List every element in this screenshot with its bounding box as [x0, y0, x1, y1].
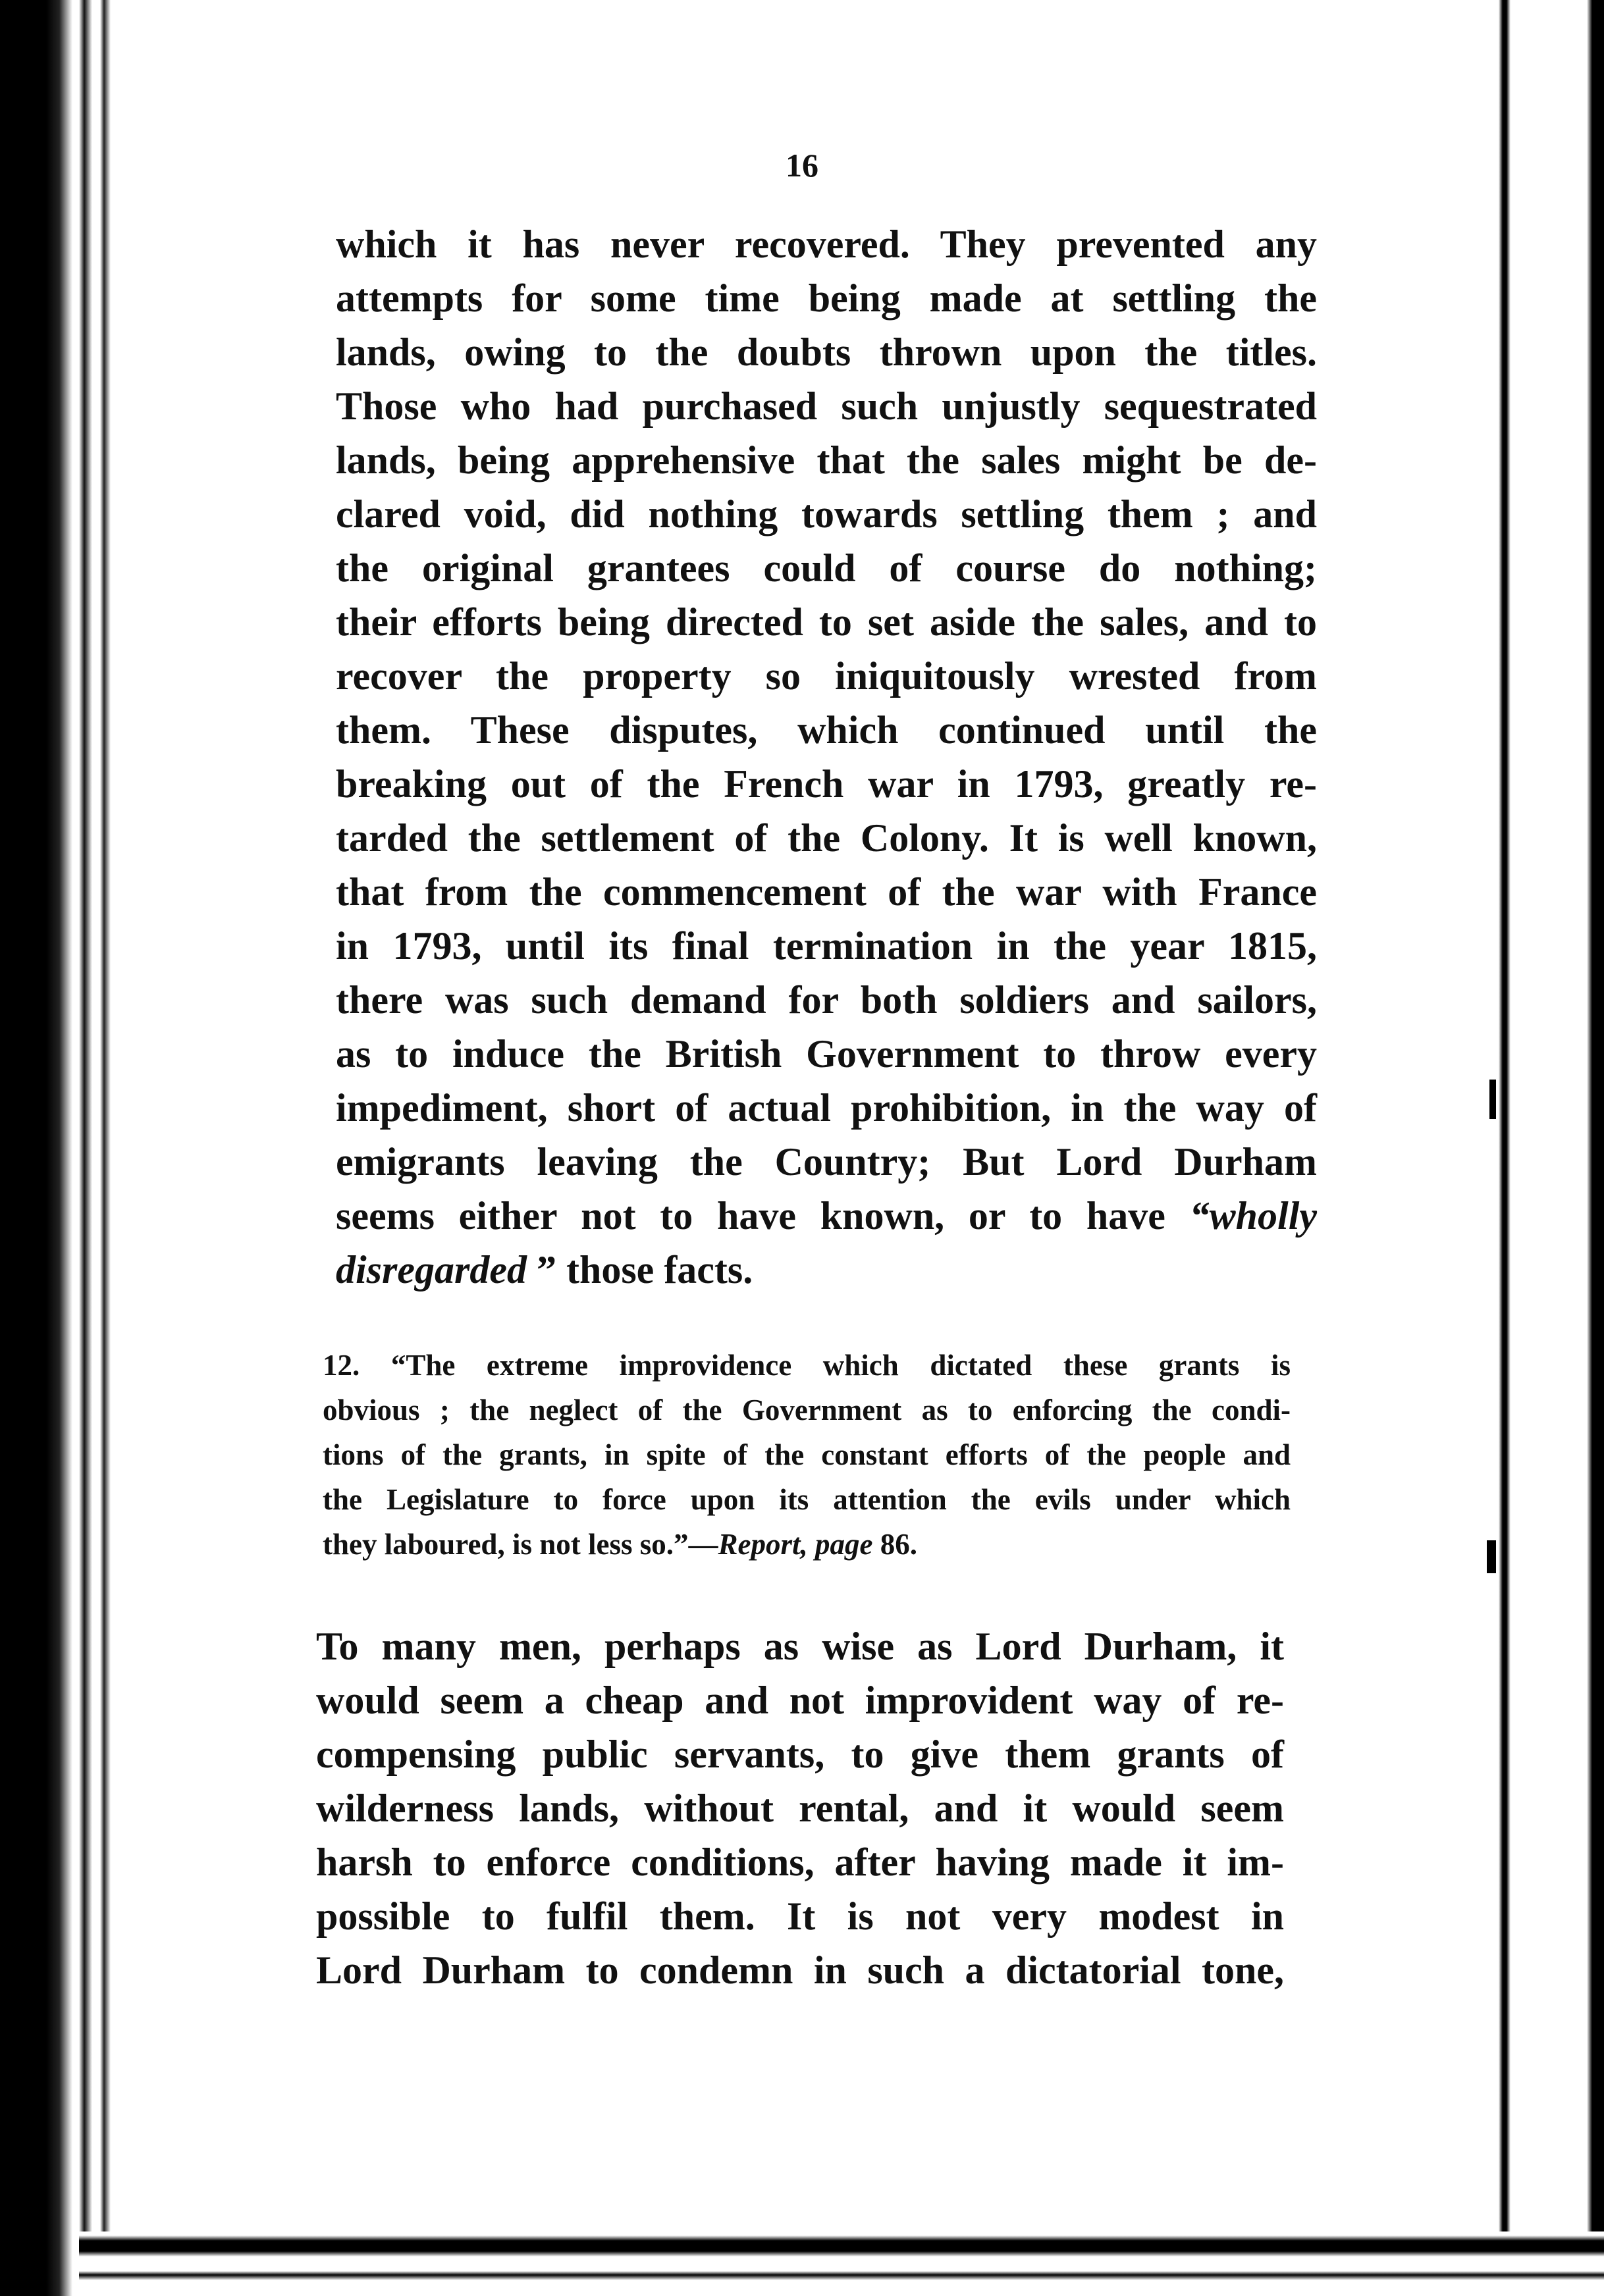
- scan-mark: [1487, 1540, 1496, 1573]
- text-line: emigrants leaving the Country; But Lord Durham: [336, 1140, 1317, 1184]
- text-line: [336, 1189, 1317, 1243]
- text-line: that from the commencement of the war with France: [336, 870, 1317, 914]
- text-line: would seem a cheap and not improvident way of re-: [316, 1679, 1284, 1722]
- quote-line-part: they laboured, is not less so.”—: [323, 1528, 718, 1561]
- scan-bottom-edge: [79, 2231, 1604, 2296]
- text-line: harsh to enforce conditions, after having made it im-: [316, 1840, 1284, 1884]
- quote-line: 12. “The extreme improvidence which dictated these grants is: [323, 1349, 1291, 1382]
- text-line: breaking out of the French war in 1793, greatly re-: [336, 762, 1317, 806]
- scan-left-edge: [0, 0, 119, 2296]
- quote-line: tions of the grants, in spite of the constant efforts of the people and: [323, 1438, 1291, 1471]
- text-line: attempts for some time being made at settling the: [336, 276, 1317, 320]
- text-line: recover the property so iniquitously wrested from: [336, 654, 1317, 698]
- quote-line: the Legislature to force upon its attention the evils under which: [323, 1483, 1291, 1516]
- text-line: them. These disputes, which continued until the: [336, 708, 1317, 752]
- text-line: possible to fulfil them. It is not very modest in: [316, 1894, 1284, 1938]
- quote-line: obvious ; the neglect of the Government as to enforcing the condi-: [323, 1394, 1291, 1426]
- scan-mark: [1489, 1080, 1496, 1119]
- text-line: the original grantees could of course do nothing;: [336, 546, 1317, 590]
- text-line: Those who had purchased such unjustly sequestrated: [336, 384, 1317, 428]
- text-line: To many men, perhaps as wise as Lord Durham, it: [316, 1625, 1284, 1668]
- quote-line: [323, 1522, 1291, 1567]
- italic-phrase: “wholly: [1189, 1194, 1317, 1238]
- page-number: 16: [786, 147, 818, 184]
- text-line: lands, owing to the doubts thrown upon the titles.: [336, 330, 1317, 374]
- quoted-report-excerpt: [323, 1343, 1291, 1567]
- text-line: tarded the settlement of the Colony. It is well known,: [336, 816, 1317, 860]
- text-line-part: ” those facts.: [536, 1248, 753, 1292]
- scan-right-edge: [1495, 0, 1604, 2238]
- text-line: which it has never recovered. They prevented any: [336, 222, 1317, 266]
- text-line: wilderness lands, without rental, and it would seem: [316, 1787, 1284, 1830]
- quote-page: 86.: [872, 1528, 917, 1561]
- text-line: their efforts being directed to set aside the sales, and to: [336, 600, 1317, 644]
- paragraph-1: [336, 217, 1317, 1297]
- text-line: impediment, short of actual prohibition, in the way of: [336, 1086, 1317, 1130]
- text-line: clared void, did nothing towards settling them ; and: [336, 492, 1317, 536]
- text-line: as to induce the British Government to throw every: [336, 1032, 1317, 1076]
- text-line: compensing public servants, to give them grants of: [316, 1733, 1284, 1776]
- italic-phrase: disregarded: [336, 1248, 527, 1292]
- paragraph-2: [316, 1619, 1284, 1997]
- text-line: there was such demand for both soldiers and sailors,: [336, 978, 1317, 1022]
- text-line: [336, 1243, 1317, 1297]
- text-line: in 1793, until its final termination in the year 1815,: [336, 924, 1317, 968]
- quote-source: Report, page: [718, 1528, 873, 1561]
- text-line: Lord Durham to condemn in such a dictatorial tone,: [316, 1948, 1284, 1992]
- text-line: lands, being apprehensive that the sales might be de-: [336, 438, 1317, 482]
- text-line-part: seems either not to have known, or to have: [336, 1194, 1165, 1238]
